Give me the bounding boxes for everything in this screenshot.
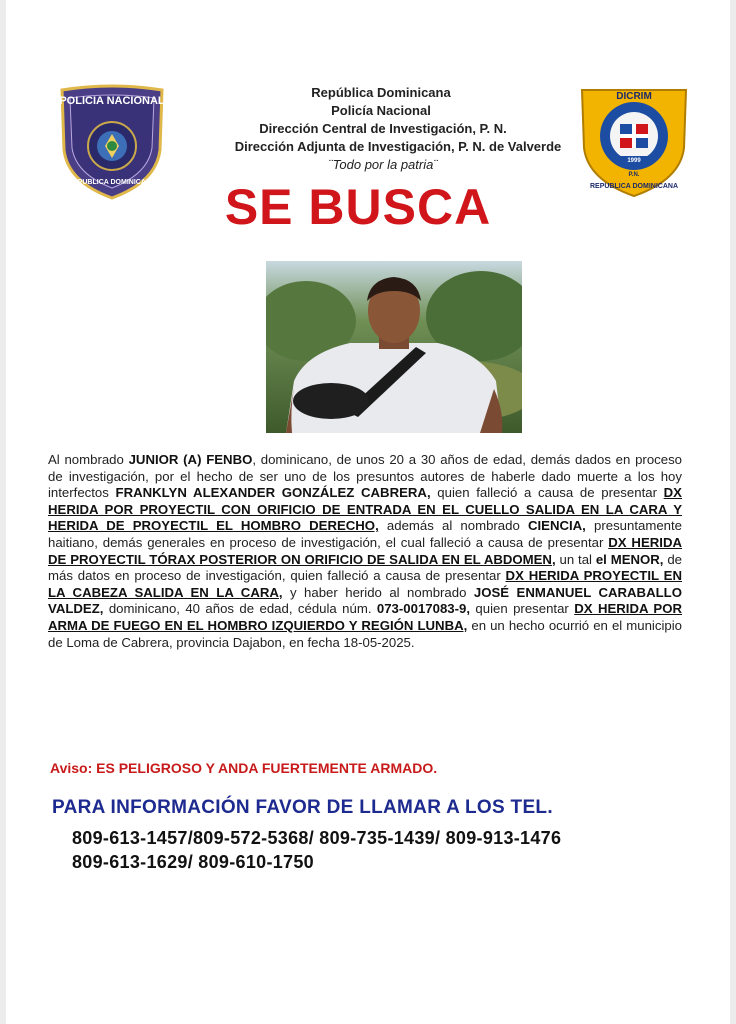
left-emblem-top-text: POLICIA NACIONAL [59, 95, 165, 107]
injury-description: DX HERIDA POR PROYECTIL CON ORIFICIO DE ENTRADA EN EL CUELLO SALIDA EN LA CARA Y HERIDA DE PROYECTIL EL HOMBRO DERECHO, [48, 485, 682, 534]
contact-heading: PARA INFORMACIÓN FAVOR DE LLAMAR A LOS TEL. [52, 797, 553, 818]
phone-list [72, 826, 561, 874]
case-description [48, 452, 682, 651]
phone-line-2[interactable]: 809-613-1629/ 809-610-1750 [72, 852, 314, 872]
text-segment: , dominicano, de unos 20 a 30 años de edad, demás dados en proceso de investigación, por el hecho de ser uno de los presuntos autores de haberle dado muerte a los hoy interfectos [48, 452, 683, 501]
header-adjunct-directorate: Dirección Adjunta de Investigación, P. N. de Valverde [234, 139, 562, 154]
victim-name: CIENCIA, [527, 518, 586, 534]
right-emblem-year: 1999 [627, 158, 641, 164]
phone-line-1[interactable]: 809-613-1457/809-572-5368/ 809-735-1439/ 809-913-1476 [72, 828, 562, 848]
text-segment: Al nombrado [48, 452, 129, 467]
header-country: República Dominicana [311, 85, 451, 100]
header-motto: ¨Todo por la patria¨ [328, 157, 438, 172]
suspect-photo [266, 261, 522, 433]
left-emblem-ring-text: REPUBLICA DOMINICANA [67, 179, 157, 186]
text-segment: quien presentar [470, 601, 575, 617]
right-emblem-ring-text: REPUBLICA DOMINICANA [589, 183, 679, 190]
text-segment: presuntamente haitiano, demás generales en proceso de investigación, el cual falleció a causa de presentar [48, 518, 682, 550]
text-segment: quien falleció a causa de presentar [430, 485, 664, 501]
wanted-poster [6, 0, 730, 1024]
text-segment: dominicano, 40 años de edad, cédula núm. [103, 601, 377, 617]
header-directorate: Dirección Central de Investigación, P. N. [259, 121, 507, 136]
poster-title: SE BUSCA [224, 179, 492, 235]
id-number: 073-0017083-9, [376, 601, 471, 617]
injury-description: DX HERIDA DE PROYECTIL TÓRAX POSTERIOR ON ORIFICIO DE SALIDA EN EL ABDOMEN, [48, 534, 682, 567]
right-emblem-top-text: DICRIM [616, 91, 652, 102]
injury-description: DX HERIDA POR ARMA DE FUEGO EN EL HOMBRO IZQUIERDO Y REGIÓN LUNBA, [48, 601, 682, 633]
text-segment: en un hecho ocurrió en el municipio de Loma de Cabrera, provincia Dajabon, en fecha 18-05-2025. [48, 617, 682, 650]
text-segment: y haber herido al nombrado [282, 584, 474, 600]
right-emblem-initials: P.N. [628, 172, 640, 178]
issuing-agency-header [6, 84, 730, 174]
victim-name: el MENOR, [595, 551, 664, 567]
suspect-name: JUNIOR (A) FENBO [128, 452, 253, 467]
text-segment: de más datos en proceso de investigación, quien falleció a causa de presentar [48, 551, 683, 584]
text-segment: además al nombrado [378, 518, 528, 534]
victim-name: FRANKLYN ALEXANDER GONZÁLEZ CABRERA, [115, 485, 431, 501]
injury-description: DX HERIDA PROYECTIL EN LA CABEZA SALIDA EN LA CARA, [48, 568, 682, 600]
header-agency: Policía Nacional [331, 103, 431, 118]
danger-warning: Aviso: ES PELIGROSO Y ANDA FUERTEMENTE ARMADO. [50, 760, 438, 776]
text-segment: un tal [555, 551, 596, 567]
injured-person-name: JOSÉ ENMANUEL CARABALLO VALDEZ, [48, 584, 682, 617]
